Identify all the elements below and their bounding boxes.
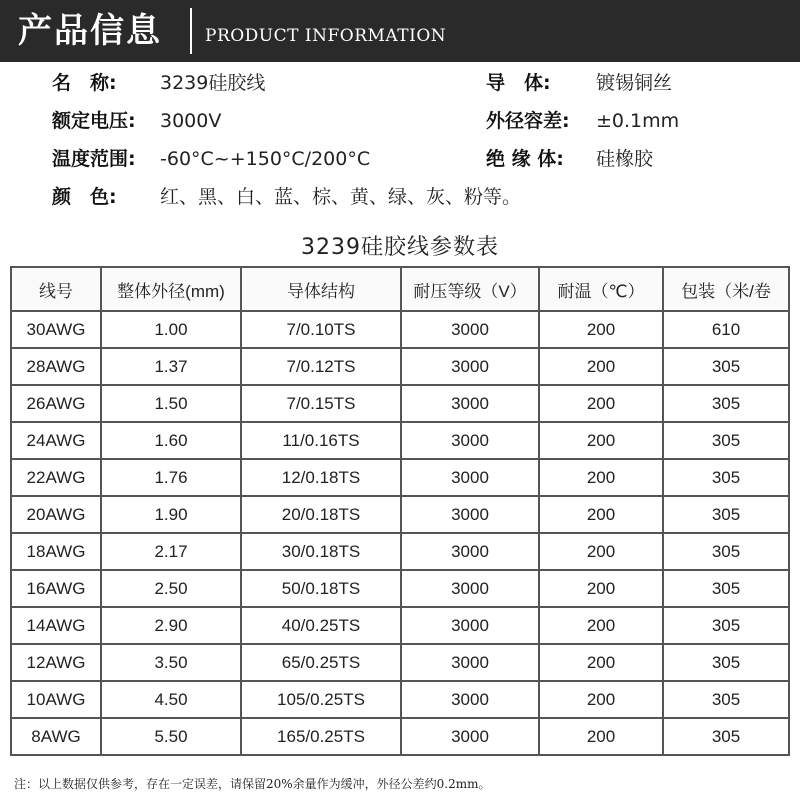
table-cell: 5.50 (101, 718, 241, 755)
table-cell: 3000 (401, 311, 539, 348)
table-cell: 305 (663, 570, 789, 607)
table-cell: 305 (663, 422, 789, 459)
name-label: 名 称: (52, 72, 117, 94)
footer-note: 注：以上数据仅供参考，存在一定误差，请保留20%余量作为缓冲，外径公差约0.2mm。 (14, 777, 491, 791)
info-row-voltage (0, 102, 800, 140)
table-header-row (11, 267, 789, 311)
header-cell: 导体结构 (241, 267, 401, 311)
info-row-name (0, 64, 800, 102)
table-cell: 11/0.16TS (241, 422, 401, 459)
table-row (11, 570, 789, 607)
table-cell: 305 (663, 607, 789, 644)
table-title: 3239硅胶线参数表 (301, 235, 499, 260)
table-cell: 200 (539, 607, 663, 644)
table-cell: 16AWG (11, 570, 101, 607)
table-cell: 200 (539, 681, 663, 718)
table-cell: 2.90 (101, 607, 241, 644)
table-cell: 26AWG (11, 385, 101, 422)
header-cell: 线号 (11, 267, 101, 311)
table-cell: 200 (539, 422, 663, 459)
info-row-temperature (0, 140, 800, 178)
voltage-label: 额定电压: (52, 110, 136, 132)
header-cell: 包装（米/卷 (663, 267, 789, 311)
table-cell: 30/0.18TS (241, 533, 401, 570)
table-cell: 1.90 (101, 496, 241, 533)
table-cell: 3000 (401, 570, 539, 607)
table-row (11, 311, 789, 348)
table-cell: 20AWG (11, 496, 101, 533)
table-cell: 305 (663, 533, 789, 570)
table-cell: 3000 (401, 385, 539, 422)
tolerance-label: 外径容差: (486, 110, 570, 132)
table-cell: 2.17 (101, 533, 241, 570)
table-row (11, 607, 789, 644)
table-cell: 305 (663, 718, 789, 755)
temperature-label: 温度范围: (52, 148, 136, 170)
table-cell: 3.50 (101, 644, 241, 681)
table-cell: 3000 (401, 533, 539, 570)
table-cell: 305 (663, 496, 789, 533)
table-row (11, 681, 789, 718)
conductor-value: 镀锡铜丝 (596, 72, 673, 94)
table-cell: 7/0.12TS (241, 348, 401, 385)
info-row-color (0, 178, 800, 216)
name-value: 3239硅胶线 (160, 72, 266, 94)
table-row (11, 533, 789, 570)
table-cell: 4.50 (101, 681, 241, 718)
table-row (11, 644, 789, 681)
table-cell: 105/0.25TS (241, 681, 401, 718)
header-cell: 耐温（℃） (539, 267, 663, 311)
table-cell: 3000 (401, 607, 539, 644)
table-cell: 65/0.25TS (241, 644, 401, 681)
table-cell: 305 (663, 644, 789, 681)
table-cell: 165/0.25TS (241, 718, 401, 755)
table-cell: 20/0.18TS (241, 496, 401, 533)
header-cell: 整体外径(mm) (101, 267, 241, 311)
table-cell: 12AWG (11, 644, 101, 681)
table-cell: 50/0.18TS (241, 570, 401, 607)
table-cell: 200 (539, 311, 663, 348)
table-row (11, 385, 789, 422)
table-cell: 1.76 (101, 459, 241, 496)
table-cell: 305 (663, 459, 789, 496)
table-cell: 305 (663, 348, 789, 385)
header-title: 产品信息 (18, 11, 162, 51)
spec-table (10, 266, 790, 756)
table-cell: 1.37 (101, 348, 241, 385)
table-cell: 10AWG (11, 681, 101, 718)
table-cell: 200 (539, 385, 663, 422)
table-cell: 200 (539, 459, 663, 496)
table-cell: 3000 (401, 459, 539, 496)
header-subtitle: PRODUCT INFORMATION (205, 26, 447, 46)
table-cell: 30AWG (11, 311, 101, 348)
table-cell: 3000 (401, 718, 539, 755)
table-cell: 3000 (401, 496, 539, 533)
table-cell: 200 (539, 644, 663, 681)
table-cell: 7/0.15TS (241, 385, 401, 422)
table-row (11, 348, 789, 385)
table-cell: 610 (663, 311, 789, 348)
table-cell: 12/0.18TS (241, 459, 401, 496)
table-row (11, 422, 789, 459)
table-cell: 305 (663, 681, 789, 718)
table-cell: 18AWG (11, 533, 101, 570)
color-value: 红、黑、白、蓝、棕、黄、绿、灰、粉等。 (160, 186, 522, 208)
table-row (11, 496, 789, 533)
table-cell: 1.60 (101, 422, 241, 459)
table-cell: 3000 (401, 422, 539, 459)
table-cell: 40/0.25TS (241, 607, 401, 644)
table-cell: 24AWG (11, 422, 101, 459)
temperature-value: -60°C~+150°C/200°C (160, 148, 371, 170)
insulation-label: 绝 缘 体: (486, 148, 564, 170)
table-cell: 7/0.10TS (241, 311, 401, 348)
table-cell: 3000 (401, 348, 539, 385)
header-divider (190, 8, 192, 54)
table-cell: 200 (539, 533, 663, 570)
table-cell: 200 (539, 348, 663, 385)
table-cell: 22AWG (11, 459, 101, 496)
table-cell: 305 (663, 385, 789, 422)
header-cell: 耐压等级（V） (401, 267, 539, 311)
tolerance-value: ±0.1mm (596, 110, 680, 132)
table-cell: 2.50 (101, 570, 241, 607)
table-row (11, 718, 789, 755)
table-cell: 200 (539, 496, 663, 533)
insulation-value: 硅橡胶 (596, 148, 654, 170)
header-banner (0, 0, 800, 62)
conductor-label: 导 体: (486, 72, 551, 94)
voltage-value: 3000V (160, 110, 222, 132)
table-cell: 3000 (401, 644, 539, 681)
table-cell: 200 (539, 718, 663, 755)
table-row (11, 459, 789, 496)
table-cell: 28AWG (11, 348, 101, 385)
table-cell: 14AWG (11, 607, 101, 644)
table-cell: 3000 (401, 681, 539, 718)
table-cell: 1.50 (101, 385, 241, 422)
color-label: 颜 色: (52, 186, 117, 208)
table-cell: 200 (539, 570, 663, 607)
table-cell: 1.00 (101, 311, 241, 348)
table-cell: 8AWG (11, 718, 101, 755)
